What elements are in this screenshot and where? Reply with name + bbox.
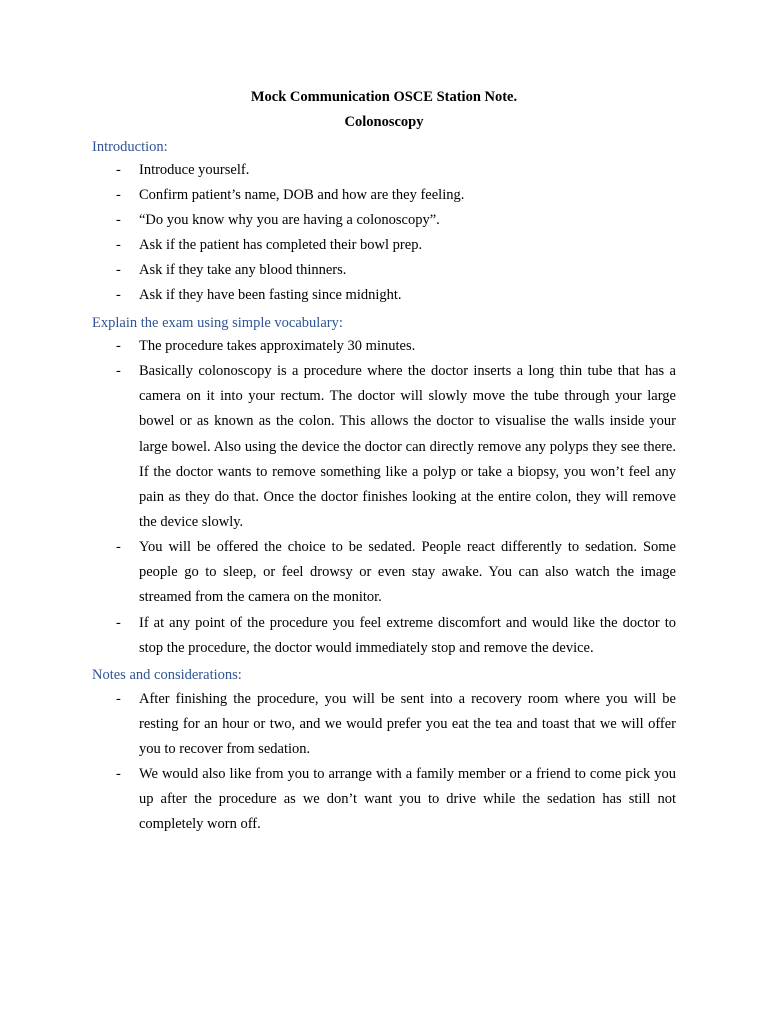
list-item [116, 233, 676, 258]
bullet-dash: - [116, 212, 121, 228]
list-item-text: After finishing the procedure, you will be sent into a recovery room where you will be resting for an hour or two, and we would prefer you eat the tea and toast that we will offer you to recover from sedation. [139, 691, 676, 758]
bullet-dash: - [116, 287, 121, 303]
list-item [116, 535, 676, 611]
bullet-dash: - [116, 162, 121, 178]
section-heading-introduction: Introduction: [92, 139, 168, 155]
list-item [116, 208, 676, 233]
list-item-text: Ask if they take any blood thinners. [139, 262, 347, 278]
bullet-dash: - [116, 187, 121, 203]
bullet-dash: - [116, 539, 121, 555]
list-item-text: If at any point of the procedure you feel extreme discomfort and would like the doctor to stop the procedure, the doctor would immediately stop and remove the device. [139, 615, 676, 657]
document-title: Mock Communication OSCE Station Note. [250, 89, 518, 105]
bullet-dash: - [116, 262, 121, 278]
bullet-dash: - [116, 237, 121, 253]
bullet-dash: - [116, 363, 121, 379]
list-item-text: The procedure takes approximately 30 minutes. [139, 338, 416, 354]
list-item-text: Ask if they have been fasting since midnight. [139, 287, 402, 303]
list-item [116, 359, 676, 535]
bullet-dash: - [116, 615, 121, 631]
list-item [116, 183, 676, 208]
list-item [116, 283, 676, 308]
list-item-text: We would also like from you to arrange with a family member or a friend to come pick you up after the procedure as we don’t want you to drive while the sedation has still not completely worn off. [139, 766, 676, 833]
list-item-text: “Do you know why you are having a colonoscopy”. [139, 212, 440, 228]
list-item-text: You will be offered the choice to be sedated. People react differently to sedation. Some people go to sleep, or feel drowsy or even stay awake. You can also watch the image streamed from the camera on the monitor. [139, 539, 676, 606]
list-item-text: Ask if the patient has completed their bowl prep. [139, 237, 423, 253]
list-item [116, 258, 676, 283]
list-item [116, 687, 676, 763]
list-item [116, 334, 676, 359]
list-item [116, 762, 676, 838]
list-item-text: Basically colonoscopy is a procedure where the doctor inserts a long thin tube that has a camera on it into your rectum. The doctor will slowly move the tube through your large bowel or as known as the colon. This allows the doctor to visualise the walls inside your large bowel. Also using the device the doctor can directly remove any polyps they see there. If the doctor wants to remove something like a polyp or take a biopsy, you won’t feel any pain as they do that. Once the doctor finishes looking at the entire colon, they will remove the device slowly. [139, 363, 676, 531]
list-item-text: Confirm patient’s name, DOB and how are they feeling. [139, 187, 465, 203]
list-item [116, 158, 676, 183]
document-subtitle: Colonoscopy [344, 114, 424, 130]
bullet-dash: - [116, 691, 121, 707]
bullet-dash: - [116, 338, 121, 354]
list-item [116, 611, 676, 661]
bullet-dash: - [116, 766, 121, 782]
list-item-text: Introduce yourself. [139, 162, 250, 178]
section-heading-explain-exam: Explain the exam using simple vocabulary: [92, 315, 343, 331]
section-heading-notes: Notes and considerations: [92, 667, 242, 683]
